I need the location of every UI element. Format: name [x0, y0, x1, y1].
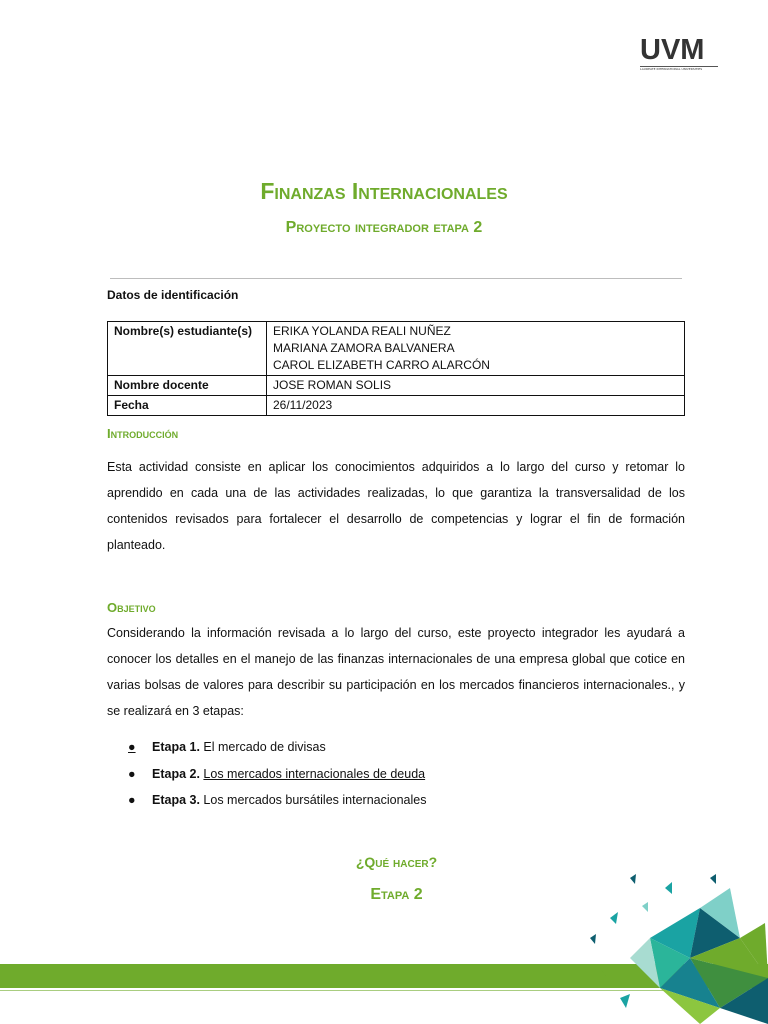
list-item	[128, 738, 426, 765]
table-row	[108, 322, 685, 376]
stage-list	[128, 738, 426, 818]
logo-subtitle: LAUREATE INTERNATIONAL UNIVERSITIES	[640, 67, 703, 71]
student-name: MARIANA ZAMORA BALVANERA	[273, 341, 455, 355]
uvm-logo	[640, 36, 718, 72]
table-row	[108, 376, 685, 396]
row-value: JOSE ROMAN SOLIS	[267, 376, 685, 396]
logo-mark: UVM	[640, 34, 705, 66]
table-row	[108, 396, 685, 416]
bullet-icon: ●	[128, 766, 136, 781]
identification-table	[107, 321, 685, 416]
list-item	[128, 765, 426, 792]
divider	[110, 278, 682, 279]
row-key: Nombre(s) estudiante(s)	[108, 322, 267, 376]
stage-heading: Etapa 2	[370, 886, 423, 903]
row-key: Fecha	[108, 396, 267, 416]
student-name: ERIKA YOLANDA REALI NUÑEZ	[273, 324, 451, 338]
bullet-icon: ●	[128, 793, 136, 807]
identification-label: Datos de identificación	[107, 288, 239, 302]
stage-label: Etapa 3.	[152, 793, 200, 807]
objective-heading: Objetivo	[107, 600, 156, 615]
row-value	[267, 322, 685, 376]
document-title: Finanzas Internacionales	[260, 178, 508, 204]
bullet-icon: ●	[128, 740, 136, 754]
decorative-polygons-graphic	[590, 868, 768, 1024]
stage-label: Etapa 1.	[152, 740, 200, 754]
stage-label: Etapa 2.	[152, 766, 200, 781]
document-subtitle: Proyecto integrador etapa 2	[285, 219, 483, 236]
row-key: Nombre docente	[108, 376, 267, 396]
stage-text: El mercado de divisas	[203, 740, 326, 754]
stage-text: Los mercados internacionales de deuda	[203, 766, 426, 781]
list-item	[128, 791, 426, 818]
intro-heading: Introducción	[107, 426, 179, 441]
student-name: CAROL ELIZABETH CARRO ALARCÓN	[273, 358, 490, 372]
intro-paragraph: Esta actividad consiste en aplicar los conocimientos adquiridos a lo largo del curso y retomar lo aprendido en cada una de las actividades realizadas, lo que garantiza la transversalidad de los contenidos revisados para fortalecer el desarrollo de competencias y lograr el fin de formación planteado.	[107, 460, 685, 552]
row-value: 26/11/2023	[267, 396, 685, 416]
what-to-do-heading: ¿Qué hacer?	[355, 854, 438, 870]
objective-paragraph: Considerando la información revisada a lo largo del curso, este proyecto integrador les ayudará a conocer los detalles en el manejo de las finanzas internacionales de una empresa global que cotice en varias bolsas de valores para describir su participación en los mercados financieros internacionales., y se realizará en 3 etapas:	[107, 626, 685, 718]
stage-text: Los mercados bursátiles internacionales	[203, 793, 427, 807]
